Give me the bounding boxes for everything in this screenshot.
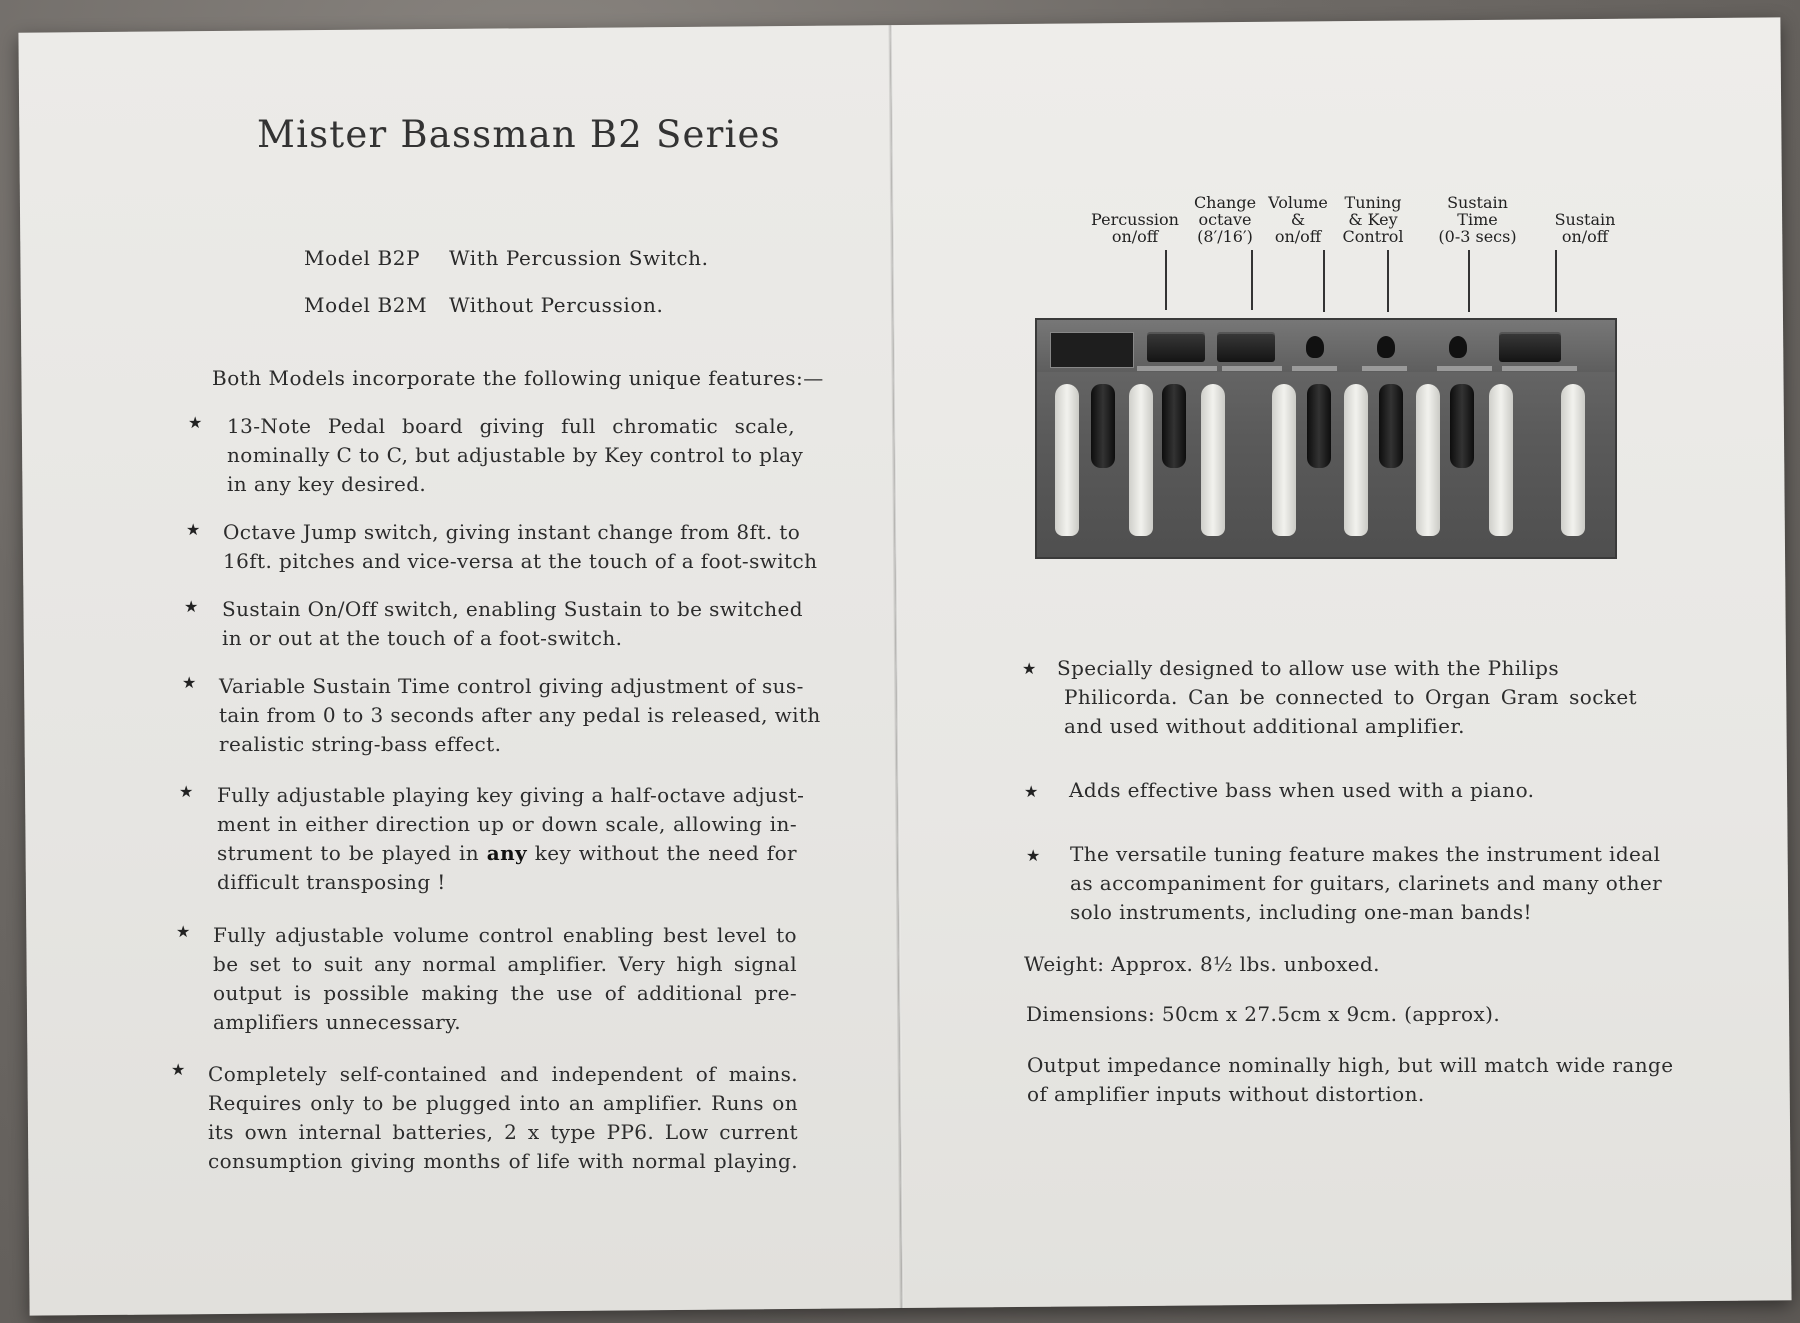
callout-line: on/off — [1274, 227, 1322, 246]
feature-line: solo instruments, including one-man bands! — [1070, 900, 1532, 924]
star-bullet-icon: ★ — [179, 782, 194, 801]
star-bullet-icon: ★ — [1024, 782, 1039, 801]
pedal-sharp — [1162, 384, 1186, 468]
pedal-sharp — [1307, 384, 1331, 468]
callout-line: Volume — [1268, 193, 1328, 212]
feature-line: output is possible making the use of additional pre- — [213, 981, 797, 1005]
pedal-natural — [1129, 384, 1153, 536]
callout-line: Percussion — [1091, 210, 1179, 229]
feature-line: as accompaniment for guitars, clarinets and many other — [1070, 871, 1663, 895]
model-desc: With Percussion Switch. — [449, 246, 709, 270]
label-strip — [1222, 366, 1282, 371]
star-bullet-icon: ★ — [184, 597, 199, 616]
callout-pointer — [1387, 250, 1389, 312]
pedal-natural — [1201, 384, 1225, 536]
feature-item — [227, 412, 804, 499]
pedal-natural — [1489, 384, 1513, 536]
feature-item — [223, 518, 818, 576]
page-title: Mister Bassman B2 Series — [257, 113, 781, 156]
feature-line: difficult transposing ! — [217, 870, 446, 894]
callout-line: Sustain — [1554, 210, 1616, 229]
feature-line: Completely self-contained and independent of mains. — [208, 1062, 798, 1086]
dimensions-spec: Dimensions: 50cm x 27.5cm x 9cm. (approx). — [1026, 1002, 1501, 1026]
spec-line: Output impedance nominally high, but will match wide range — [1027, 1053, 1674, 1077]
callout-percussion — [1090, 211, 1180, 245]
volume-knob — [1306, 336, 1324, 358]
feature-item — [208, 1060, 798, 1176]
feature-line: in any key desired. — [227, 472, 427, 496]
label-strip — [1502, 366, 1577, 371]
feature-line: The versatile tuning feature makes the instrument ideal — [1070, 842, 1661, 866]
pedal-sharp — [1379, 384, 1403, 468]
label-strip — [1437, 366, 1492, 371]
brand-logo-plate — [1050, 332, 1134, 368]
feature-line: Requires only to be plugged into an amplifier. Runs on — [208, 1091, 798, 1115]
feature-line: ment in either direction up or down scale, allowing in- — [217, 812, 797, 836]
feature-line: amplifiers unnecessary. — [213, 1010, 462, 1034]
callout-pointer — [1165, 250, 1167, 310]
feature-item — [213, 921, 797, 1037]
pedal-sharp — [1450, 384, 1474, 468]
feature-line: Specially designed to allow use with the Philips — [1057, 656, 1559, 680]
label-strip — [1292, 366, 1337, 371]
callout-pointer — [1251, 250, 1253, 310]
feature-line: consumption giving months of life with normal playing. — [208, 1149, 798, 1173]
pedal-board-photo — [1035, 318, 1617, 559]
spec-line: of amplifier inputs without distortion. — [1027, 1082, 1425, 1106]
callout-line: Control — [1342, 227, 1404, 246]
feature-line: Octave Jump switch, giving instant change from 8ft. to — [223, 520, 801, 544]
callout-sustain-onoff — [1545, 211, 1625, 245]
feature-line: Variable Sustain Time control giving adjustment of sus- — [219, 674, 804, 698]
feature-item — [222, 595, 803, 653]
feature-line: realistic string-bass effect. — [219, 732, 502, 756]
feature-line: Fully adjustable volume control enabling best level to — [213, 923, 797, 947]
star-bullet-icon: ★ — [171, 1060, 186, 1079]
feature-line: 13-Note Pedal board giving full chromatic scale, — [227, 414, 795, 438]
impedance-spec — [1027, 1051, 1674, 1109]
weight-spec: Weight: Approx. 8½ lbs. unboxed. — [1024, 952, 1380, 976]
feature-line: Philicorda. Can be connected to Organ Gram socket — [1064, 685, 1637, 709]
callout-pointer — [1555, 250, 1557, 312]
callout-line: on/off — [1111, 227, 1159, 246]
callout-line: Tuning — [1344, 193, 1402, 212]
feature-item — [1057, 654, 1637, 741]
feature-line: 16ft. pitches and vice-versa at the touch of a foot-switch — [223, 549, 818, 573]
pedal-natural — [1344, 384, 1368, 536]
feature-line: and used without additional amplifier. — [1064, 714, 1465, 738]
label-strip — [1362, 366, 1407, 371]
star-bullet-icon: ★ — [1022, 659, 1037, 678]
pedal-natural — [1055, 384, 1079, 536]
model-desc: Without Percussion. — [449, 293, 664, 317]
feature-text: strument to be played in — [217, 841, 480, 865]
model-b2m — [304, 293, 663, 317]
feature-line: tain from 0 to 3 seconds after any pedal is released, with — [219, 703, 821, 727]
callout-line: & Key — [1348, 210, 1398, 229]
feature-line: Fully adjustable playing key giving a half-octave adjust- — [217, 783, 805, 807]
feature-line: be set to suit any normal amplifier. Very high signal — [213, 952, 797, 976]
star-bullet-icon: ★ — [186, 520, 201, 539]
tuning-knob — [1377, 336, 1395, 358]
feature-item — [1070, 840, 1663, 927]
feature-line: its own internal batteries, 2 x type PP6. Low current — [208, 1120, 798, 1144]
sustain-time-knob — [1449, 336, 1467, 358]
feature-item — [1069, 776, 1649, 805]
callout-line: & — [1290, 210, 1306, 229]
star-bullet-icon: ★ — [182, 673, 197, 692]
pedal-natural — [1561, 384, 1585, 536]
octave-switch — [1217, 332, 1275, 362]
feature-line: nominally C to C, but adjustable by Key control to play — [227, 443, 804, 467]
feature-item — [217, 781, 805, 897]
callout-line: on/off — [1561, 227, 1609, 246]
callout-line: (8′/16′) — [1197, 227, 1253, 246]
pedal-sharp — [1091, 384, 1115, 468]
pedal-natural — [1272, 384, 1296, 536]
pedal-natural — [1416, 384, 1440, 536]
feature-line — [217, 839, 797, 868]
callout-octave — [1190, 194, 1260, 245]
feature-line: Sustain On/Off switch, enabling Sustain to be switched — [222, 597, 803, 621]
star-bullet-icon: ★ — [1026, 846, 1041, 865]
feature-text: key without the need for — [534, 841, 797, 865]
model-b2p — [304, 246, 709, 270]
callout-sustain-time — [1435, 194, 1520, 245]
callout-volume — [1263, 194, 1333, 245]
bold-word: any — [486, 841, 528, 865]
sustain-switch — [1499, 332, 1561, 362]
callout-tuning — [1338, 194, 1408, 245]
callout-line: Change — [1193, 193, 1257, 212]
callout-pointer — [1468, 250, 1470, 312]
feature-line: in or out at the touch of a foot-switch. — [222, 626, 623, 650]
model-code: Model B2M — [304, 293, 428, 317]
callout-line: (0-3 secs) — [1438, 227, 1517, 246]
callout-line: Time — [1457, 210, 1498, 229]
feature-item — [219, 672, 821, 759]
callout-line: Sustain — [1447, 193, 1508, 212]
model-code: Model B2P — [304, 246, 421, 270]
label-strip — [1137, 366, 1217, 371]
star-bullet-icon: ★ — [188, 413, 203, 432]
callout-pointer — [1323, 250, 1325, 312]
star-bullet-icon: ★ — [176, 922, 191, 941]
features-intro: Both Models incorporate the following unique features:— — [212, 366, 824, 390]
callout-line: octave — [1198, 210, 1252, 229]
feature-line: Adds effective bass when used with a piano. — [1069, 778, 1535, 802]
percussion-switch — [1147, 332, 1205, 362]
